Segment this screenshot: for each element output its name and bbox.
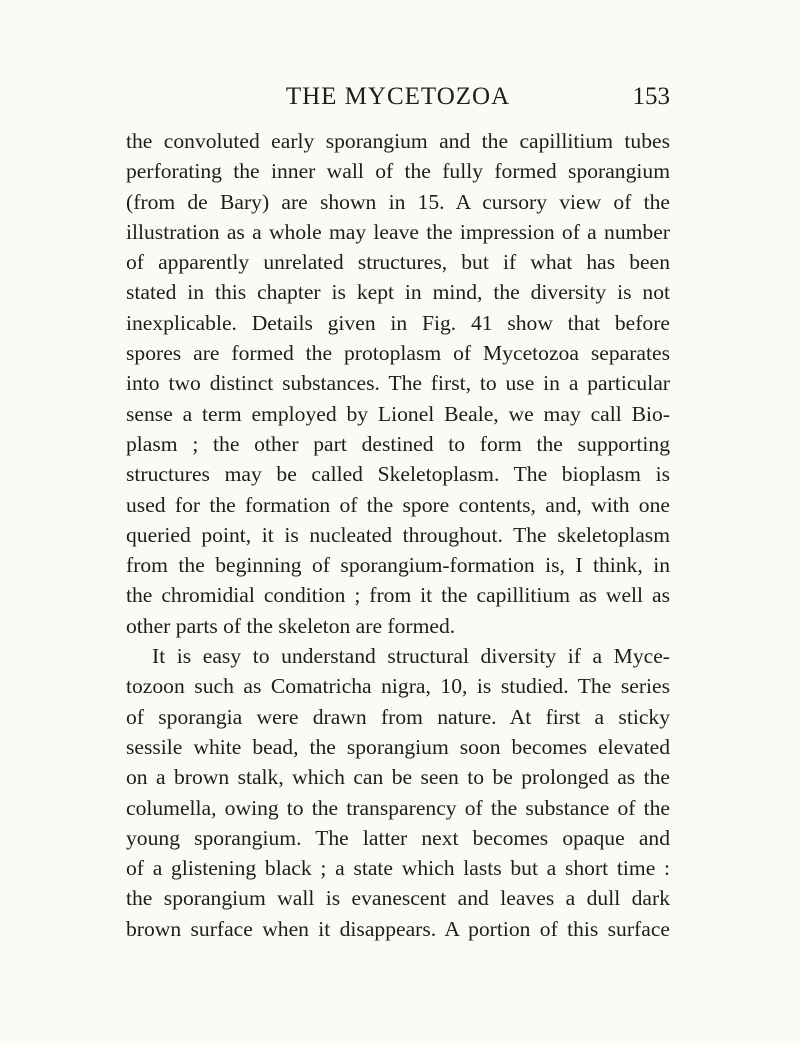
paragraph-end-line: other parts of the skeleton are formed. xyxy=(126,613,456,638)
text-line: tozoon such as Comatricha nigra, 10, is studied. The series xyxy=(126,674,670,699)
text-line: plasm ; the other part destined to form the supporting xyxy=(126,431,670,456)
text-line: illustration as a whole may leave the impression of a number xyxy=(126,219,670,244)
text-line: the sporangium wall is evanescent and leaves a dull dark xyxy=(126,886,670,911)
text-line: columella, owing to the transparency of the substance of the xyxy=(126,795,670,820)
text-line: the chromidial condition ; from it the capillitium as well as xyxy=(126,583,670,608)
page-number: 153 xyxy=(632,83,670,110)
text-line: spores are formed the protoplasm of Mycetozoa separates xyxy=(126,341,670,366)
text-line: of a glistening black ; a state which lasts but a short time : xyxy=(126,856,670,881)
text-line: structures may be called Skeletoplasm. The bioplasm is xyxy=(126,462,670,487)
text-line: used for the formation of the spore contents, and, with one xyxy=(126,492,670,517)
running-title: THE MYCETOZOA xyxy=(285,83,511,110)
text-line: young sporangium. The latter next becomes opaque and xyxy=(126,825,670,850)
body-text xyxy=(126,126,670,944)
text-line: sessile white bead, the sporangium soon becomes elevated xyxy=(126,734,670,759)
page-header xyxy=(126,82,670,112)
text-line: the convoluted early sporangium and the capillitium tubes xyxy=(126,129,670,153)
text-line: on a brown stalk, which can be seen to be prolonged as the xyxy=(126,765,670,790)
text-line: brown surface when it disappears. A portion of this surface xyxy=(126,916,670,941)
text-line: inexplicable. Details given in Fig. 41 show that before xyxy=(126,310,670,335)
text-line: perforating the inner wall of the fully formed sporangium xyxy=(126,159,670,184)
text-line: sense a term employed by Lionel Beale, we may call Bio- xyxy=(126,401,670,426)
text-line: (from de Bary) are shown in 15. A cursory view of the xyxy=(126,189,670,214)
text-line: of sporangia were drawn from nature. At first a sticky xyxy=(126,704,670,729)
text-line: from the beginning of sporangium-formation is, I think, in xyxy=(126,553,670,578)
text-line: queried point, it is nucleated throughout. The skeletoplasm xyxy=(126,522,670,547)
text-line: of apparently unrelated structures, but if what has been xyxy=(126,250,670,275)
text-line: stated in this chapter is kept in mind, the diversity is not xyxy=(126,280,670,305)
text-line: into two distinct substances. The first, to use in a particular xyxy=(126,371,670,396)
paragraph-start-line: It is easy to understand structural diversity if a Myce- xyxy=(152,644,670,669)
